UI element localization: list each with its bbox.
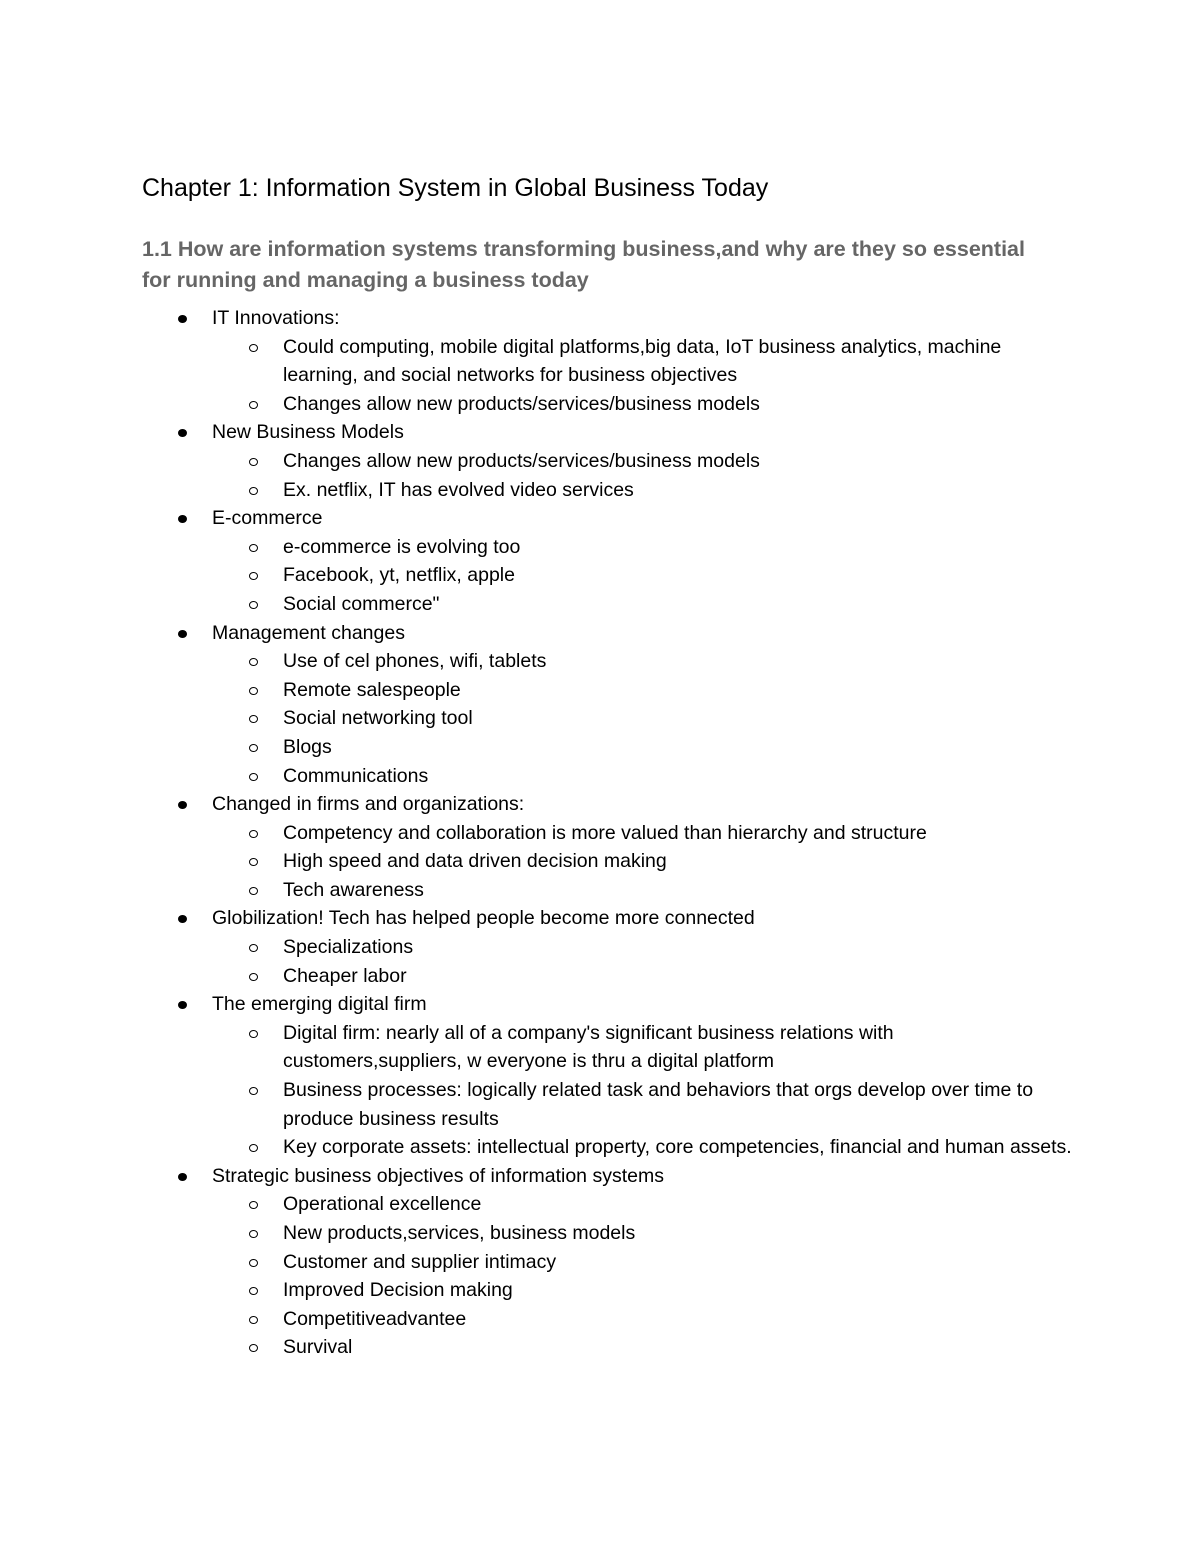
sub-list-item-text: Ex. netflix, IT has evolved video services — [283, 478, 634, 501]
sub-list-item-text: Key corporate assets: intellectual property, core competencies, financial and human assets. — [283, 1136, 1072, 1159]
outline-item — [142, 790, 1072, 904]
sub-list-item-text: High speed and data driven decision making — [283, 850, 667, 873]
sub-list — [212, 1190, 1072, 1362]
sub-list-item — [212, 962, 1072, 991]
sub-list — [212, 533, 1072, 619]
sub-list-item — [212, 533, 1072, 562]
sub-list-item — [212, 733, 1072, 762]
hollow-bullet-icon — [249, 1144, 258, 1152]
hollow-bullet-icon — [249, 887, 258, 895]
outline-item-label: E-commerce — [212, 507, 323, 530]
sub-list-item — [212, 819, 1072, 848]
hollow-bullet-icon — [249, 1344, 258, 1352]
sub-list-item-text: Blogs — [283, 735, 332, 758]
sub-list-item-text: Use of cel phones, wifi, tablets — [283, 650, 547, 673]
sub-list-item — [212, 1190, 1072, 1219]
sub-list-item-text: Improved Decision making — [283, 1279, 513, 1302]
sub-list-item-text: Digital firm: nearly all of a company's significant business relations with customers,suppliers, w everyone is thru a digital platform — [283, 1021, 894, 1073]
filled-bullet-icon — [178, 1001, 187, 1009]
hollow-bullet-icon — [249, 1259, 258, 1267]
outline-item — [142, 1162, 1072, 1362]
sub-list-item — [212, 1276, 1072, 1305]
sub-list-item — [212, 447, 1072, 476]
outline-item — [142, 904, 1072, 990]
outline-item — [142, 504, 1072, 618]
sub-list-item-text: Remote salespeople — [283, 678, 461, 701]
sub-list-item — [212, 1076, 1072, 1133]
sub-list-item-text: Competitiveadvantee — [283, 1307, 467, 1330]
hollow-bullet-icon — [249, 944, 258, 952]
hollow-bullet-icon — [249, 744, 258, 752]
sub-list-item-text: Tech awareness — [283, 878, 424, 901]
sub-list-item-text: Facebook, yt, netflix, apple — [283, 564, 515, 587]
sub-list-item — [212, 476, 1072, 505]
sub-list-item — [212, 1333, 1072, 1362]
sub-list — [212, 647, 1072, 790]
sub-list-item — [212, 676, 1072, 705]
sub-list-item-text: Changes allow new products/services/business models — [283, 449, 760, 472]
sub-list-item-text: New products,services, business models — [283, 1222, 636, 1244]
bullet-outline — [142, 304, 1072, 1362]
sub-list-item-text: Specializations — [283, 936, 414, 959]
outline-item — [142, 418, 1072, 504]
outline-item — [142, 990, 1072, 1162]
outline-item-label: New Business Models — [212, 421, 404, 444]
hollow-bullet-icon — [249, 1201, 258, 1209]
sub-list-item — [212, 704, 1072, 733]
outline-item-label: IT Innovations: — [212, 307, 340, 329]
sub-list-item — [212, 1133, 1072, 1162]
sub-list — [212, 333, 1072, 419]
sub-list-item-text: Cheaper labor — [283, 964, 407, 987]
hollow-bullet-icon — [249, 687, 258, 695]
hollow-bullet-icon — [249, 1287, 258, 1295]
sub-list-item — [212, 933, 1072, 962]
sub-list-item-text: Survival — [283, 1336, 353, 1359]
hollow-bullet-icon — [249, 458, 258, 466]
sub-list — [212, 819, 1072, 905]
sub-list-item-text: Changes allow new products/services/business models — [283, 392, 760, 415]
sub-list-item — [212, 876, 1072, 905]
sub-list-item-text: Business processes: logically related task and behaviors that orgs develop over time to produce business results — [283, 1079, 1034, 1130]
sub-list-item — [212, 333, 1072, 390]
hollow-bullet-icon — [249, 1030, 258, 1038]
sub-list-item — [212, 647, 1072, 676]
filled-bullet-icon — [178, 630, 187, 638]
sub-list-item — [212, 762, 1072, 791]
filled-bullet-icon — [178, 315, 187, 323]
sub-list-item — [212, 1019, 1072, 1076]
outline-item — [142, 619, 1072, 791]
section-heading: 1.1 How are information systems transforming business,and why are they so essential for running and managing a business today — [142, 237, 1025, 292]
sub-list-item-text: Competency and collaboration is more valued than hierarchy and structure — [283, 821, 927, 844]
hollow-bullet-icon — [249, 401, 258, 409]
hollow-bullet-icon — [249, 773, 258, 781]
sub-list-item-text: Customer and supplier intimacy — [283, 1250, 557, 1273]
outline-item-label: Strategic business objectives of information systems — [212, 1164, 664, 1187]
filled-bullet-icon — [178, 801, 187, 809]
sub-list-item — [212, 1305, 1072, 1334]
outline-item-label: The emerging digital firm — [212, 993, 427, 1016]
hollow-bullet-icon — [249, 973, 258, 981]
page-title: Chapter 1: Information System in Global Business Today — [142, 174, 769, 202]
sub-list — [212, 933, 1072, 990]
sub-list-item-text: Communications — [283, 764, 429, 787]
sub-list-item — [212, 847, 1072, 876]
sub-list-item-text: Social networking tool — [283, 707, 473, 730]
outline-item-label: Globilization! Tech has helped people become more connected — [212, 907, 755, 930]
hollow-bullet-icon — [249, 715, 258, 723]
outline-item — [142, 304, 1072, 418]
hollow-bullet-icon — [249, 658, 258, 666]
sub-list-item-text: Operational excellence — [283, 1193, 482, 1216]
sub-list-item-text: Could computing, mobile digital platforms,big data, IoT business analytics, machine learning, and social networks for business objectives — [283, 335, 1002, 387]
filled-bullet-icon — [178, 515, 187, 523]
sub-list-item — [212, 1219, 1072, 1248]
sub-list-item — [212, 561, 1072, 590]
sub-list-item — [212, 590, 1072, 619]
filled-bullet-icon — [178, 1173, 187, 1181]
hollow-bullet-icon — [249, 544, 258, 552]
hollow-bullet-icon — [249, 858, 258, 866]
sub-list-item — [212, 390, 1072, 419]
filled-bullet-icon — [178, 915, 187, 923]
sub-list-item-text: e-commerce is evolving too — [283, 535, 521, 558]
hollow-bullet-icon — [249, 344, 258, 352]
hollow-bullet-icon — [249, 572, 258, 580]
hollow-bullet-icon — [249, 487, 258, 495]
sub-list-item-text: Social commerce" — [283, 592, 440, 615]
hollow-bullet-icon — [249, 1087, 258, 1095]
sub-list-item — [212, 1248, 1072, 1277]
hollow-bullet-icon — [249, 1316, 258, 1324]
outline-item-label: Changed in firms and organizations: — [212, 793, 525, 816]
hollow-bullet-icon — [249, 601, 258, 609]
hollow-bullet-icon — [249, 830, 258, 838]
filled-bullet-icon — [178, 429, 187, 437]
hollow-bullet-icon — [249, 1230, 258, 1238]
sub-list — [212, 447, 1072, 504]
outline-item-label: Management changes — [212, 621, 405, 644]
sub-list — [212, 1019, 1072, 1162]
